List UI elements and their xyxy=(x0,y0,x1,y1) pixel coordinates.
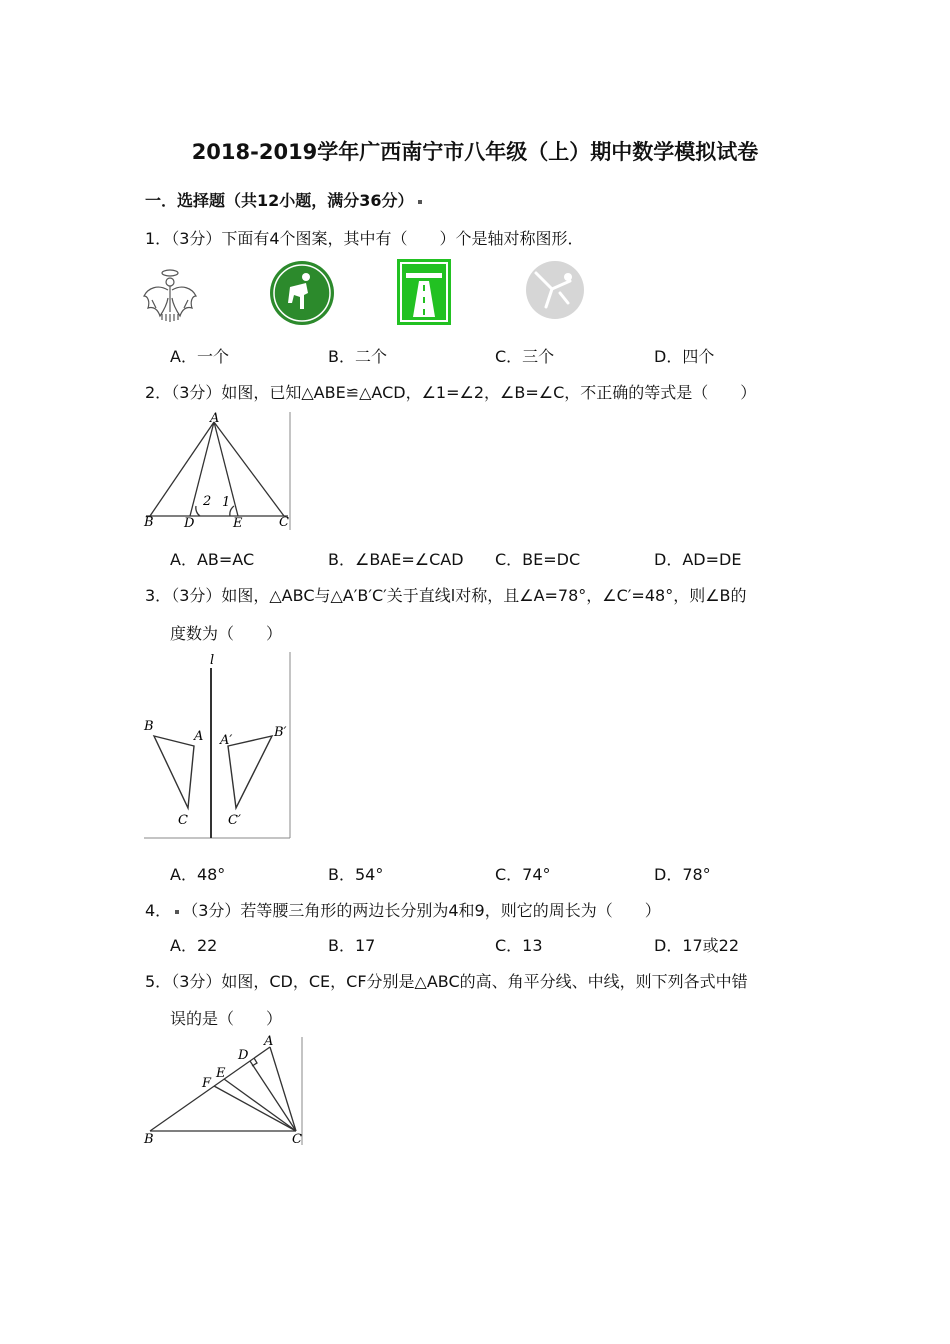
marker-dot xyxy=(175,910,179,914)
label-E: E xyxy=(216,1066,226,1081)
q1-option-c[interactable]: C．三个 xyxy=(495,347,555,366)
q2-option-c[interactable]: C．BE=DC xyxy=(495,550,581,569)
label-A: A xyxy=(194,729,204,744)
question-text: （3分）下面有4个图案，其中有（ ）个是轴对称图形． xyxy=(171,229,584,248)
angel-wings-icon xyxy=(140,268,220,328)
label-1: 1 xyxy=(222,495,231,510)
label-B: B xyxy=(144,515,154,530)
gymnast-icon xyxy=(524,259,586,321)
question-text: （3分）如图，已知△ABE≌△ACD，∠1=∠2，∠B=∠C，不正确的等式是（ ） xyxy=(171,383,757,402)
question-5-line2: 误的是（ ） xyxy=(170,1009,283,1028)
label-F: F xyxy=(202,1076,212,1091)
question-number: 3． xyxy=(145,586,172,605)
label-2: 2 xyxy=(203,494,212,509)
label-E: E xyxy=(233,516,243,531)
marker-dot xyxy=(418,200,422,204)
question-number: 1． xyxy=(145,229,172,248)
label-C: C xyxy=(292,1132,302,1147)
q1-option-d[interactable]: D．四个 xyxy=(654,347,715,366)
section-heading xyxy=(145,188,422,211)
q3-option-b[interactable]: B．54° xyxy=(328,865,384,884)
q4-option-c[interactable]: C．13 xyxy=(495,936,543,955)
symmetry-figure-q3 xyxy=(142,650,292,840)
label-l: l xyxy=(210,653,215,668)
q1-option-a[interactable]: A．一个 xyxy=(170,347,229,366)
highway-sign-icon xyxy=(397,259,451,325)
question-4 xyxy=(145,898,661,921)
question-5 xyxy=(145,969,748,992)
question-number: 2． xyxy=(145,383,172,402)
question-text: （3分）如图，△ABC与△A′B′C′关于直线l对称，且∠A=78°，∠C′=48°，则∠B的 xyxy=(171,586,747,605)
label-A: A xyxy=(210,411,220,426)
question-number: 5． xyxy=(145,972,172,991)
label-B-prime: B′ xyxy=(274,725,287,740)
page-title: 2018-2019学年广西南宁市八年级（上）期中数学模拟试卷 xyxy=(191,140,759,164)
question-text: （3分）若等腰三角形的两边长分别为4和9，则它的周长为（ ） xyxy=(182,901,661,920)
person-bending-sign-icon xyxy=(268,259,336,327)
q2-option-d[interactable]: D．AD=DE xyxy=(654,550,742,569)
section-heading-text: 一．选择题（共12小题，满分36分） xyxy=(145,191,414,210)
label-C-prime: C′ xyxy=(228,813,241,828)
q1-option-b[interactable]: B．二个 xyxy=(328,347,387,366)
label-C: C xyxy=(178,813,188,828)
question-2 xyxy=(145,380,756,403)
label-D: D xyxy=(184,516,195,531)
q3-option-a[interactable]: A．48° xyxy=(170,865,226,884)
triangle-figure-q5 xyxy=(142,1035,304,1147)
question-3 xyxy=(145,583,747,606)
label-C: C xyxy=(279,515,289,530)
q2-option-a[interactable]: A．AB=AC xyxy=(170,550,255,569)
q3-option-d[interactable]: D．78° xyxy=(654,865,711,884)
question-1 xyxy=(145,226,584,249)
label-B: B xyxy=(144,719,154,734)
label-A: A xyxy=(264,1035,274,1049)
label-A-prime: A′ xyxy=(220,733,233,748)
q4-option-a[interactable]: A．22 xyxy=(170,936,218,955)
q4-option-b[interactable]: B．17 xyxy=(328,936,376,955)
q3-option-c[interactable]: C．74° xyxy=(495,865,551,884)
question-text: （3分）如图，CD，CE，CF分别是△ABC的高、角平分线、中线，则下列各式中错 xyxy=(171,972,748,991)
triangle-figure-q2 xyxy=(142,410,292,532)
label-D: D xyxy=(238,1048,249,1063)
q4-option-d[interactable]: D．17或22 xyxy=(654,936,740,955)
q2-option-b[interactable]: B．∠BAE=∠CAD xyxy=(328,550,464,569)
question-3-line2: 度数为（ ） xyxy=(170,624,283,643)
question-number: 4． xyxy=(145,901,172,920)
label-B: B xyxy=(144,1132,154,1147)
